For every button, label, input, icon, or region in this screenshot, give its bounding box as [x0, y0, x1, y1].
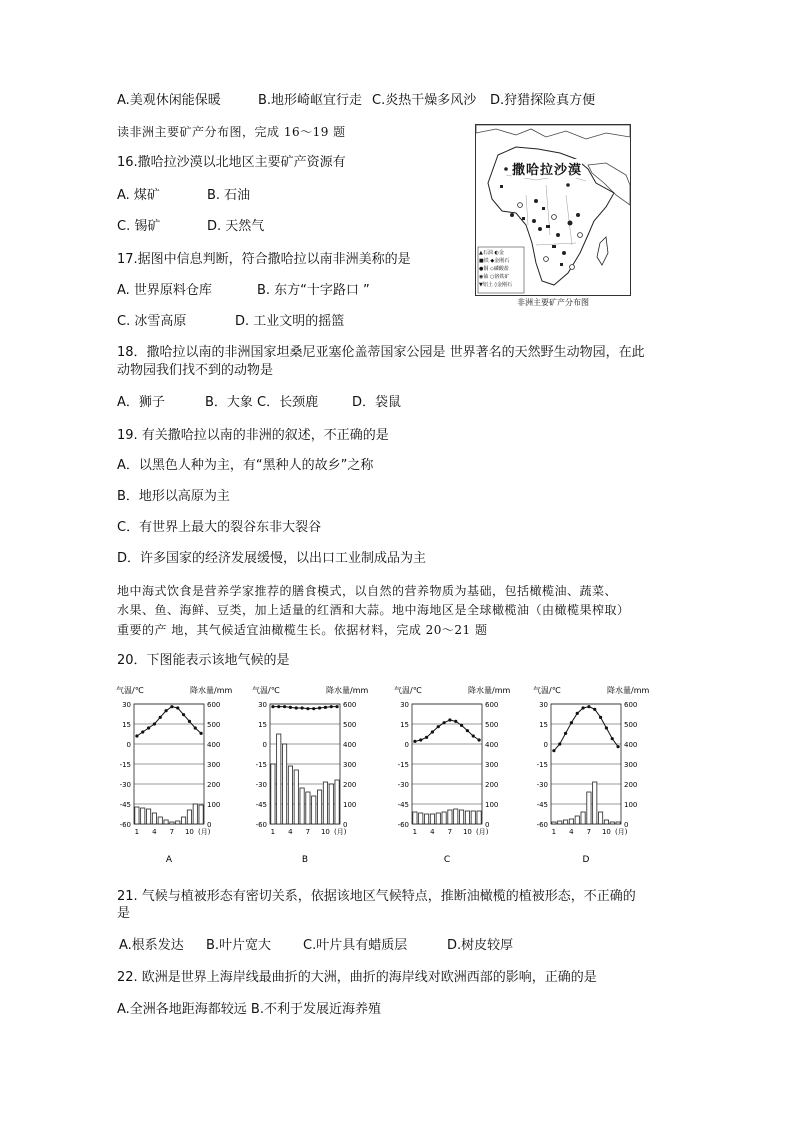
- climate-chart-svg: [394, 682, 534, 877]
- precip-bar: [288, 766, 292, 824]
- temperature-line: [137, 707, 201, 736]
- q17-option-b: B. 东方“十字路口 ”: [257, 283, 370, 298]
- month-tick-label: 1: [270, 828, 276, 836]
- precip-tick-label: 100: [624, 801, 638, 809]
- chart-panel-label: B: [301, 855, 309, 865]
- q21-stem-line2: 是: [117, 906, 131, 921]
- temperature-point: [552, 749, 555, 752]
- month-tick-label: 7: [305, 828, 311, 836]
- legend-row-4: ◉铀 ○铬铁矿: [479, 274, 510, 280]
- temp-tick-label: 0: [126, 741, 131, 749]
- q21-option-d: D.树皮较厚: [447, 938, 514, 953]
- temperature-point: [576, 712, 579, 715]
- temp-tick-label: -15: [397, 761, 409, 769]
- month-tick-label: 10: [601, 828, 611, 836]
- q22-stem: 22. 欧洲是世界上海岸线最曲折的大洲，曲折的海岸线对欧洲西部的影响，正确的是: [117, 970, 597, 985]
- precip-tick-label: 400: [485, 741, 499, 749]
- precip-bar: [430, 814, 434, 824]
- precip-tick-label: 600: [624, 701, 638, 709]
- q15-option-c: C.炎热干燥多风沙: [372, 93, 477, 108]
- chart-panel-label: C: [443, 855, 451, 865]
- temperature-point: [599, 716, 602, 719]
- precip-tick-label: 600: [207, 701, 221, 709]
- temperature-point: [199, 732, 202, 735]
- precip-bar: [448, 810, 452, 824]
- legend-row-2: ■铁 ◆金刚石: [479, 258, 510, 264]
- precip-tick-label: 0: [343, 821, 348, 829]
- q16-stem: 16.撒哈拉沙漠以北地区主要矿产资源有: [117, 155, 346, 170]
- intro-20-21-line3: 重要的产 地，其气候适宜油橄榄生长。依据材料，完成 20～21 题: [117, 623, 488, 637]
- q19-stem: 19. 有关撒哈拉以南的非洲的叙述，不正确的是: [117, 428, 389, 443]
- climate-chart-svg: [533, 682, 673, 877]
- temperature-point: [159, 716, 162, 719]
- precip-bar: [604, 820, 608, 824]
- month-unit-label: (月): [476, 828, 489, 836]
- q17-option-c: C. 冰雪高原: [117, 314, 187, 329]
- precip-bar: [329, 784, 333, 824]
- temperature-point: [141, 730, 144, 733]
- temp-tick-label: -30: [397, 781, 409, 789]
- temp-tick-label: -30: [119, 781, 131, 789]
- temperature-point: [306, 707, 309, 710]
- month-tick-label: 4: [152, 828, 157, 836]
- month-tick-label: 4: [569, 828, 574, 836]
- temperature-point: [413, 740, 416, 743]
- temp-tick-label: 30: [400, 701, 409, 709]
- legend-phosphate: 磷酸盐: [493, 266, 509, 272]
- temperature-point: [454, 720, 457, 723]
- temp-tick-label: -60: [536, 821, 548, 829]
- q18-stem-line1: 18．撒哈拉以南的非洲国家坦桑尼亚塞伦盖蒂国家公园是 世界著名的天然野生动物园，在此: [117, 345, 645, 360]
- temperature-point: [460, 724, 463, 727]
- legend-uranium: 铀: [483, 274, 489, 280]
- precip-bar: [587, 792, 591, 824]
- temp-tick-label: 15: [258, 721, 267, 729]
- right-axis-title: 降水量/mm: [468, 686, 511, 695]
- precip-bar: [271, 764, 275, 824]
- temperature-point: [558, 742, 561, 745]
- precip-tick-label: 200: [343, 781, 357, 789]
- precip-bar: [563, 820, 567, 824]
- precip-bar: [459, 810, 463, 824]
- temperature-point: [437, 725, 440, 728]
- precip-bar: [300, 788, 304, 824]
- month-unit-label: (月): [334, 828, 347, 836]
- temp-tick-label: -60: [119, 821, 131, 829]
- legend-chromite: 铬铁矿: [494, 274, 510, 280]
- legend-iron: 铁: [483, 258, 489, 264]
- climate-chart-svg: [116, 682, 256, 877]
- temperature-line: [415, 720, 479, 741]
- month-tick-label: 10: [320, 828, 330, 836]
- temperature-point: [188, 720, 191, 723]
- q17-option-d: D. 工业文明的摇篮: [235, 314, 345, 329]
- left-axis-title: 气温/℃: [533, 686, 561, 695]
- precip-bar: [610, 822, 614, 824]
- precip-bar: [164, 820, 168, 824]
- legend-oil: 石油: [482, 250, 493, 256]
- month-unit-label: (月): [615, 828, 628, 836]
- temp-tick-label: -30: [536, 781, 548, 789]
- left-axis-title: 气温/℃: [116, 686, 144, 695]
- climate-chart-b: [252, 682, 392, 877]
- q19-option-a: A．以黑色人种为主，有“黑种人的故乡”之称: [117, 458, 374, 473]
- temperature-point: [448, 718, 451, 721]
- precip-bar: [616, 822, 620, 824]
- intro-20-21-line2: 水果、鱼、海鲜、豆类，加上适量的红酒和大蒜。地中海地区是全球橄榄油（由橄榄果榨取）: [117, 603, 630, 617]
- precip-bar: [413, 812, 417, 824]
- month-tick-label: 7: [586, 828, 592, 836]
- precip-tick-label: 600: [343, 701, 357, 709]
- precip-bar: [317, 790, 321, 824]
- precip-bar: [135, 807, 139, 824]
- precip-bar: [158, 817, 162, 824]
- legend-row-3: ●铜 ◇磷酸盐: [479, 266, 509, 272]
- precip-bar: [424, 814, 428, 824]
- q16-option-a: A. 煤矿: [117, 188, 160, 203]
- precip-bar: [146, 809, 150, 824]
- q16-option-b: B. 石油: [207, 188, 251, 203]
- legend-copper: 铜: [483, 266, 489, 272]
- temperature-point: [330, 705, 333, 708]
- map-title: 撒哈拉沙漠: [512, 159, 582, 178]
- precip-tick-label: 100: [207, 801, 221, 809]
- precip-bar: [199, 805, 203, 824]
- temperature-point: [472, 734, 475, 737]
- chart-panel-label: A: [165, 855, 173, 865]
- legend-diamond-2: 金刚石: [496, 282, 512, 288]
- temperature-line: [273, 707, 337, 709]
- precip-bar: [569, 819, 573, 824]
- temp-tick-label: -15: [119, 761, 131, 769]
- q21-option-a: A.根系发达: [119, 938, 184, 953]
- precip-tick-label: 500: [624, 721, 638, 729]
- precip-bar: [477, 811, 481, 824]
- temp-tick-label: 0: [404, 741, 409, 749]
- q18-option-a: A．狮子: [117, 395, 165, 410]
- precip-tick-label: 300: [624, 761, 638, 769]
- month-tick-label: 7: [169, 828, 175, 836]
- temperature-point: [593, 708, 596, 711]
- precip-tick-label: 500: [485, 721, 499, 729]
- legend-bauxite: 铝土: [482, 282, 493, 288]
- temp-tick-label: 15: [400, 721, 409, 729]
- precip-tick-label: 300: [343, 761, 357, 769]
- month-tick-label: 4: [288, 828, 293, 836]
- precip-tick-label: 300: [485, 761, 499, 769]
- right-axis-title: 降水量/mm: [326, 686, 369, 695]
- temp-tick-label: 15: [539, 721, 548, 729]
- precip-bar: [187, 810, 191, 824]
- temperature-point: [295, 706, 298, 709]
- temperature-point: [271, 705, 274, 708]
- month-tick-label: 1: [412, 828, 418, 836]
- temperature-point: [164, 709, 167, 712]
- climate-chart-d: [533, 682, 673, 877]
- precip-bar: [193, 804, 197, 824]
- precip-bar: [454, 809, 458, 824]
- month-tick-label: 1: [134, 828, 140, 836]
- month-tick-label: 4: [430, 828, 435, 836]
- q16-option-d: D. 天然气: [207, 219, 265, 234]
- q19-option-b: B．地形以高原为主: [117, 489, 230, 504]
- left-axis-title: 气温/℃: [394, 686, 422, 695]
- precip-bar: [471, 811, 475, 824]
- precip-bar: [141, 808, 145, 824]
- precip-bar: [581, 812, 585, 824]
- temperature-point: [318, 706, 321, 709]
- temperature-point: [616, 745, 619, 748]
- precip-tick-label: 400: [624, 741, 638, 749]
- temp-tick-label: -60: [255, 821, 267, 829]
- q15-options: [117, 92, 596, 110]
- temperature-point: [176, 706, 179, 709]
- month-tick-label: 10: [462, 828, 472, 836]
- q21-option-b: B.叶片宽大: [206, 938, 272, 953]
- precip-bar: [552, 822, 556, 824]
- temperature-point: [147, 726, 150, 729]
- month-unit-label: (月): [198, 828, 211, 836]
- temperature-point: [312, 707, 315, 710]
- legend-row-1: ▲石油 ◐金: [479, 250, 504, 256]
- africa-mineral-map: [475, 124, 631, 296]
- temp-tick-label: 0: [543, 741, 548, 749]
- precip-bar: [282, 744, 286, 824]
- precip-bar: [152, 813, 156, 824]
- q17-option-a: A. 世界原料仓库: [117, 283, 212, 298]
- q21-option-c: C.叶片具有蜡质层: [303, 938, 408, 953]
- q19-option-c: C．有世界上最大的裂谷东非大裂谷: [117, 520, 322, 535]
- precip-bar: [277, 734, 281, 824]
- precip-bar: [323, 782, 327, 824]
- precip-bar: [294, 770, 298, 824]
- temp-tick-label: 30: [258, 701, 267, 709]
- q21-stem-line1: 21. 气候与植被形态有密切关系，依据该地区气候特点，推断油橄榄的植被形态，不正确的: [117, 889, 636, 904]
- temperature-point: [570, 721, 573, 724]
- q22-options-line: A.全洲各地距海都较远 B.不利于发展近海养殖: [117, 1002, 381, 1017]
- chart-panel-label: D: [582, 855, 590, 865]
- map-legend: [479, 249, 525, 289]
- q15-option-d: D.狩猎探险真方便: [490, 93, 596, 108]
- temperature-point: [277, 705, 280, 708]
- month-tick-label: 10: [184, 828, 194, 836]
- precip-tick-label: 200: [624, 781, 638, 789]
- right-axis-title: 降水量/mm: [190, 686, 233, 695]
- precip-tick-label: 0: [485, 821, 490, 829]
- temperature-point: [605, 726, 608, 729]
- temperature-point: [153, 722, 156, 725]
- temperature-point: [335, 705, 338, 708]
- intro-16-19: 读非洲主要矿产分布图，完成 16～19 题: [117, 125, 346, 139]
- q18-stem-line2: 动物园我们找不到的动物是: [117, 363, 274, 378]
- precip-bar: [575, 816, 579, 824]
- precip-bar: [170, 822, 174, 824]
- legend-diamond: 金刚石: [494, 258, 510, 264]
- temperature-point: [300, 706, 303, 709]
- legend-gold: 金: [498, 250, 504, 256]
- temperature-point: [431, 730, 434, 733]
- q19-option-d: D．许多国家的经济发展缓慢，以出口工业制成品为主: [117, 551, 427, 566]
- precip-bar: [335, 780, 339, 824]
- precip-tick-label: 600: [485, 701, 499, 709]
- month-tick-label: 1: [551, 828, 557, 836]
- precip-tick-label: 100: [343, 801, 357, 809]
- precip-tick-label: 0: [207, 821, 212, 829]
- temp-tick-label: 30: [122, 701, 131, 709]
- left-axis-title: 气温/℃: [252, 686, 280, 695]
- temperature-point: [182, 713, 185, 716]
- temp-tick-label: -15: [255, 761, 267, 769]
- legend-row-5: ▼铝土 ◊金刚石: [479, 282, 512, 288]
- precip-bar: [312, 796, 316, 824]
- q17-stem: 17.据图中信息判断，符合撒哈拉以南非洲美称的是: [117, 252, 411, 267]
- right-axis-title: 降水量/mm: [607, 686, 650, 695]
- q15-option-b: B.地形崎岖宜行走: [258, 93, 363, 108]
- precip-tick-label: 0: [624, 821, 629, 829]
- precip-bar: [442, 812, 446, 824]
- precip-tick-label: 500: [207, 721, 221, 729]
- temp-tick-label: 15: [122, 721, 131, 729]
- temperature-point: [611, 737, 614, 740]
- temperature-point: [289, 706, 292, 709]
- precip-tick-label: 100: [485, 801, 499, 809]
- temp-tick-label: 0: [262, 741, 267, 749]
- q20-stem: 20．下图能表示该地气候的是: [117, 653, 290, 668]
- temperature-point: [135, 734, 138, 737]
- temperature-point: [170, 705, 173, 708]
- temp-tick-label: -15: [536, 761, 548, 769]
- temp-tick-label: -45: [119, 801, 131, 809]
- precip-bar: [419, 813, 423, 824]
- temperature-point: [425, 736, 428, 739]
- precip-bar: [306, 792, 310, 824]
- intro-20-21-line1: 地中海式饮食是营养学家推荐的膳食模式，以自然的营养物质为基础，包括橄榄油、蔬菜、: [117, 584, 618, 598]
- temperature-point: [564, 732, 567, 735]
- precip-tick-label: 200: [207, 781, 221, 789]
- temp-tick-label: -45: [255, 801, 267, 809]
- q15-option-a: A.美观休闲能保暖: [117, 93, 221, 108]
- precip-bar: [436, 813, 440, 824]
- temp-tick-label: -45: [397, 801, 409, 809]
- precip-bar: [593, 782, 597, 824]
- precip-bar: [558, 821, 562, 824]
- temperature-point: [477, 738, 480, 741]
- temperature-point: [466, 729, 469, 732]
- map-caption: 非洲主要矿产分布图: [517, 298, 589, 307]
- temp-tick-label: 30: [539, 701, 548, 709]
- climate-chart-svg: [252, 682, 392, 877]
- climate-chart-c: [394, 682, 534, 877]
- precip-tick-label: 300: [207, 761, 221, 769]
- temperature-point: [581, 706, 584, 709]
- precip-tick-label: 400: [207, 741, 221, 749]
- temperature-point: [324, 706, 327, 709]
- q18-option-d: D．袋鼠: [352, 395, 402, 410]
- month-tick-label: 7: [447, 828, 453, 836]
- temperature-point: [194, 726, 197, 729]
- precip-tick-label: 500: [343, 721, 357, 729]
- precip-bar: [598, 812, 602, 824]
- q18-option-bc: B．大象 C．长颈鹿: [205, 395, 319, 410]
- climate-chart-a: [116, 682, 256, 877]
- temperature-point: [587, 705, 590, 708]
- temp-tick-label: -45: [536, 801, 548, 809]
- temp-tick-label: -30: [255, 781, 267, 789]
- temperature-point: [419, 738, 422, 741]
- precip-tick-label: 400: [343, 741, 357, 749]
- temperature-point: [442, 721, 445, 724]
- q16-option-c: C. 锡矿: [117, 219, 161, 234]
- precip-bar: [181, 817, 185, 824]
- precip-tick-label: 200: [485, 781, 499, 789]
- precip-bar: [176, 821, 180, 824]
- temp-tick-label: -60: [397, 821, 409, 829]
- temperature-point: [283, 705, 286, 708]
- precip-bar: [465, 811, 469, 824]
